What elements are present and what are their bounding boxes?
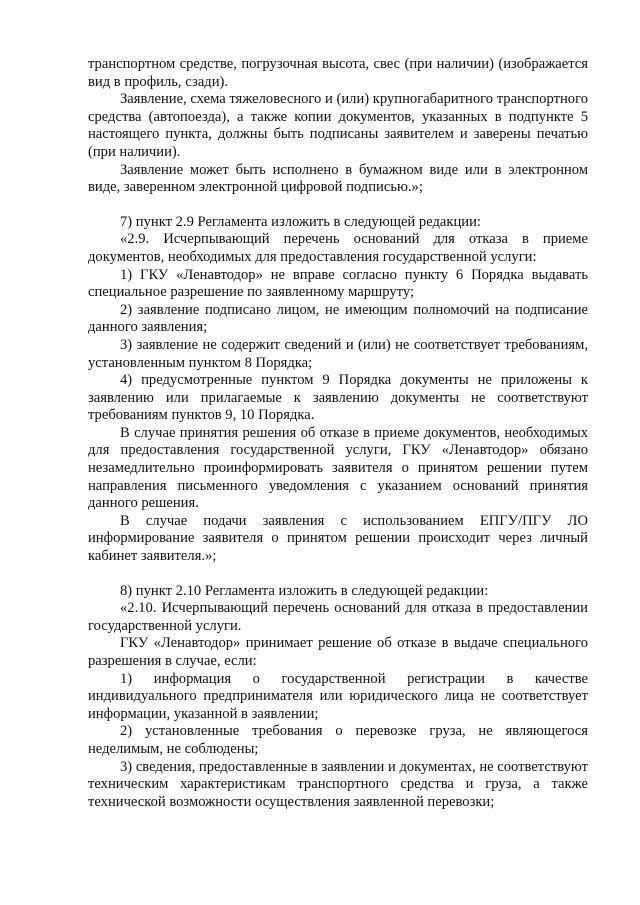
- amendment-7-heading: 7) пункт 2.9 Регламента изложить в следующей редакции:: [120, 213, 481, 230]
- clause-2-9-title: «2.9. Исчерпывающий перечень оснований для отказа в приеме документов, необходимых для предоставления государственной услуги:: [88, 231, 588, 265]
- clause-2-9-epgu-notice: В случае подачи заявления с использованием ЕПГУ/ПГУ ЛО информирование заявителя о принятом решении происходит через личный кабинет заявителя.»;: [88, 512, 588, 565]
- section-gap: [88, 197, 588, 214]
- clause-2-10-item-2: 2) установленные требования о перевозке груза, не являющегося неделимым, не соблюдены;: [88, 723, 588, 757]
- clause-2-9-item-3: 3) заявление не содержит сведений и (или) не соответствует требованиям, установленным пунктом 8 Порядка;: [88, 336, 588, 371]
- clause-2-10-item-3: 3) сведения, предоставленные в заявлении и документах, не соответствуют техническим характеристикам транспортного средства и груза, а также технической возможности осуществления заявленной перевозки;: [88, 758, 588, 810]
- paragraph-continuation: транспортном средстве, погрузочная высота, свес (при наличии) (изображается вид в профиль, сзади).: [88, 56, 588, 90]
- clause-2-10-item-1: 1) информация о государственной регистрации в качестве индивидуального предпринимателя или юридического лица не соответствует информации, указанной в заявлении;: [88, 670, 588, 722]
- amendment-8-heading: 8) пункт 2.10 Регламента изложить в следующей редакции:: [120, 582, 489, 599]
- clause-2-10-title: «2.10. Исчерпывающий перечень оснований для отказа в предоставлении государственной услуги.: [88, 600, 588, 634]
- clause-2-10-intro: ГКУ «Ленавтодор» принимает решение об отказе в выдаче специального разрешения в случае, если:: [88, 635, 588, 669]
- section-gap: [88, 566, 588, 583]
- clause-2-9-refusal-notice: В случае принятия решения об отказе в приеме документов, необходимых для предоставления государственной услуги, ГКУ «Ленавтодор» обязано незамедлительно проинформировать заявителя о принятом решении путем направления письменного уведомления с указанием оснований принятия данного решения.: [88, 424, 588, 512]
- clause-2-9-item-2: 2) заявление подписано лицом, не имеющим полномочий на подписание данного заявления;: [88, 301, 588, 336]
- clause-2-9-item-1: 1) ГКУ «Ленавтодор» не вправе согласно пункту 6 Порядка выдавать специальное разрешение по заявленному маршруту;: [88, 266, 588, 301]
- paragraph-electronic-form: Заявление может быть исполнено в бумажном виде или в электронном виде, заверенном электронной цифровой подписью.»;: [88, 161, 588, 196]
- clause-2-9-item-4: 4) предусмотренные пунктом 9 Порядка документы не приложены к заявлению или прилагаемые к заявлению документы не соответствуют требованиям пунктов 9, 10 Порядка.: [88, 372, 588, 424]
- paragraph-signing-requirement: Заявление, схема тяжеловесного и (или) крупногабаритного транспортного средства (автопоезда), а также копии документов, указанных в подпункте 5 настоящего пункта, должны быть подписаны заявителем и заверены печатью (при наличии).: [88, 91, 588, 160]
